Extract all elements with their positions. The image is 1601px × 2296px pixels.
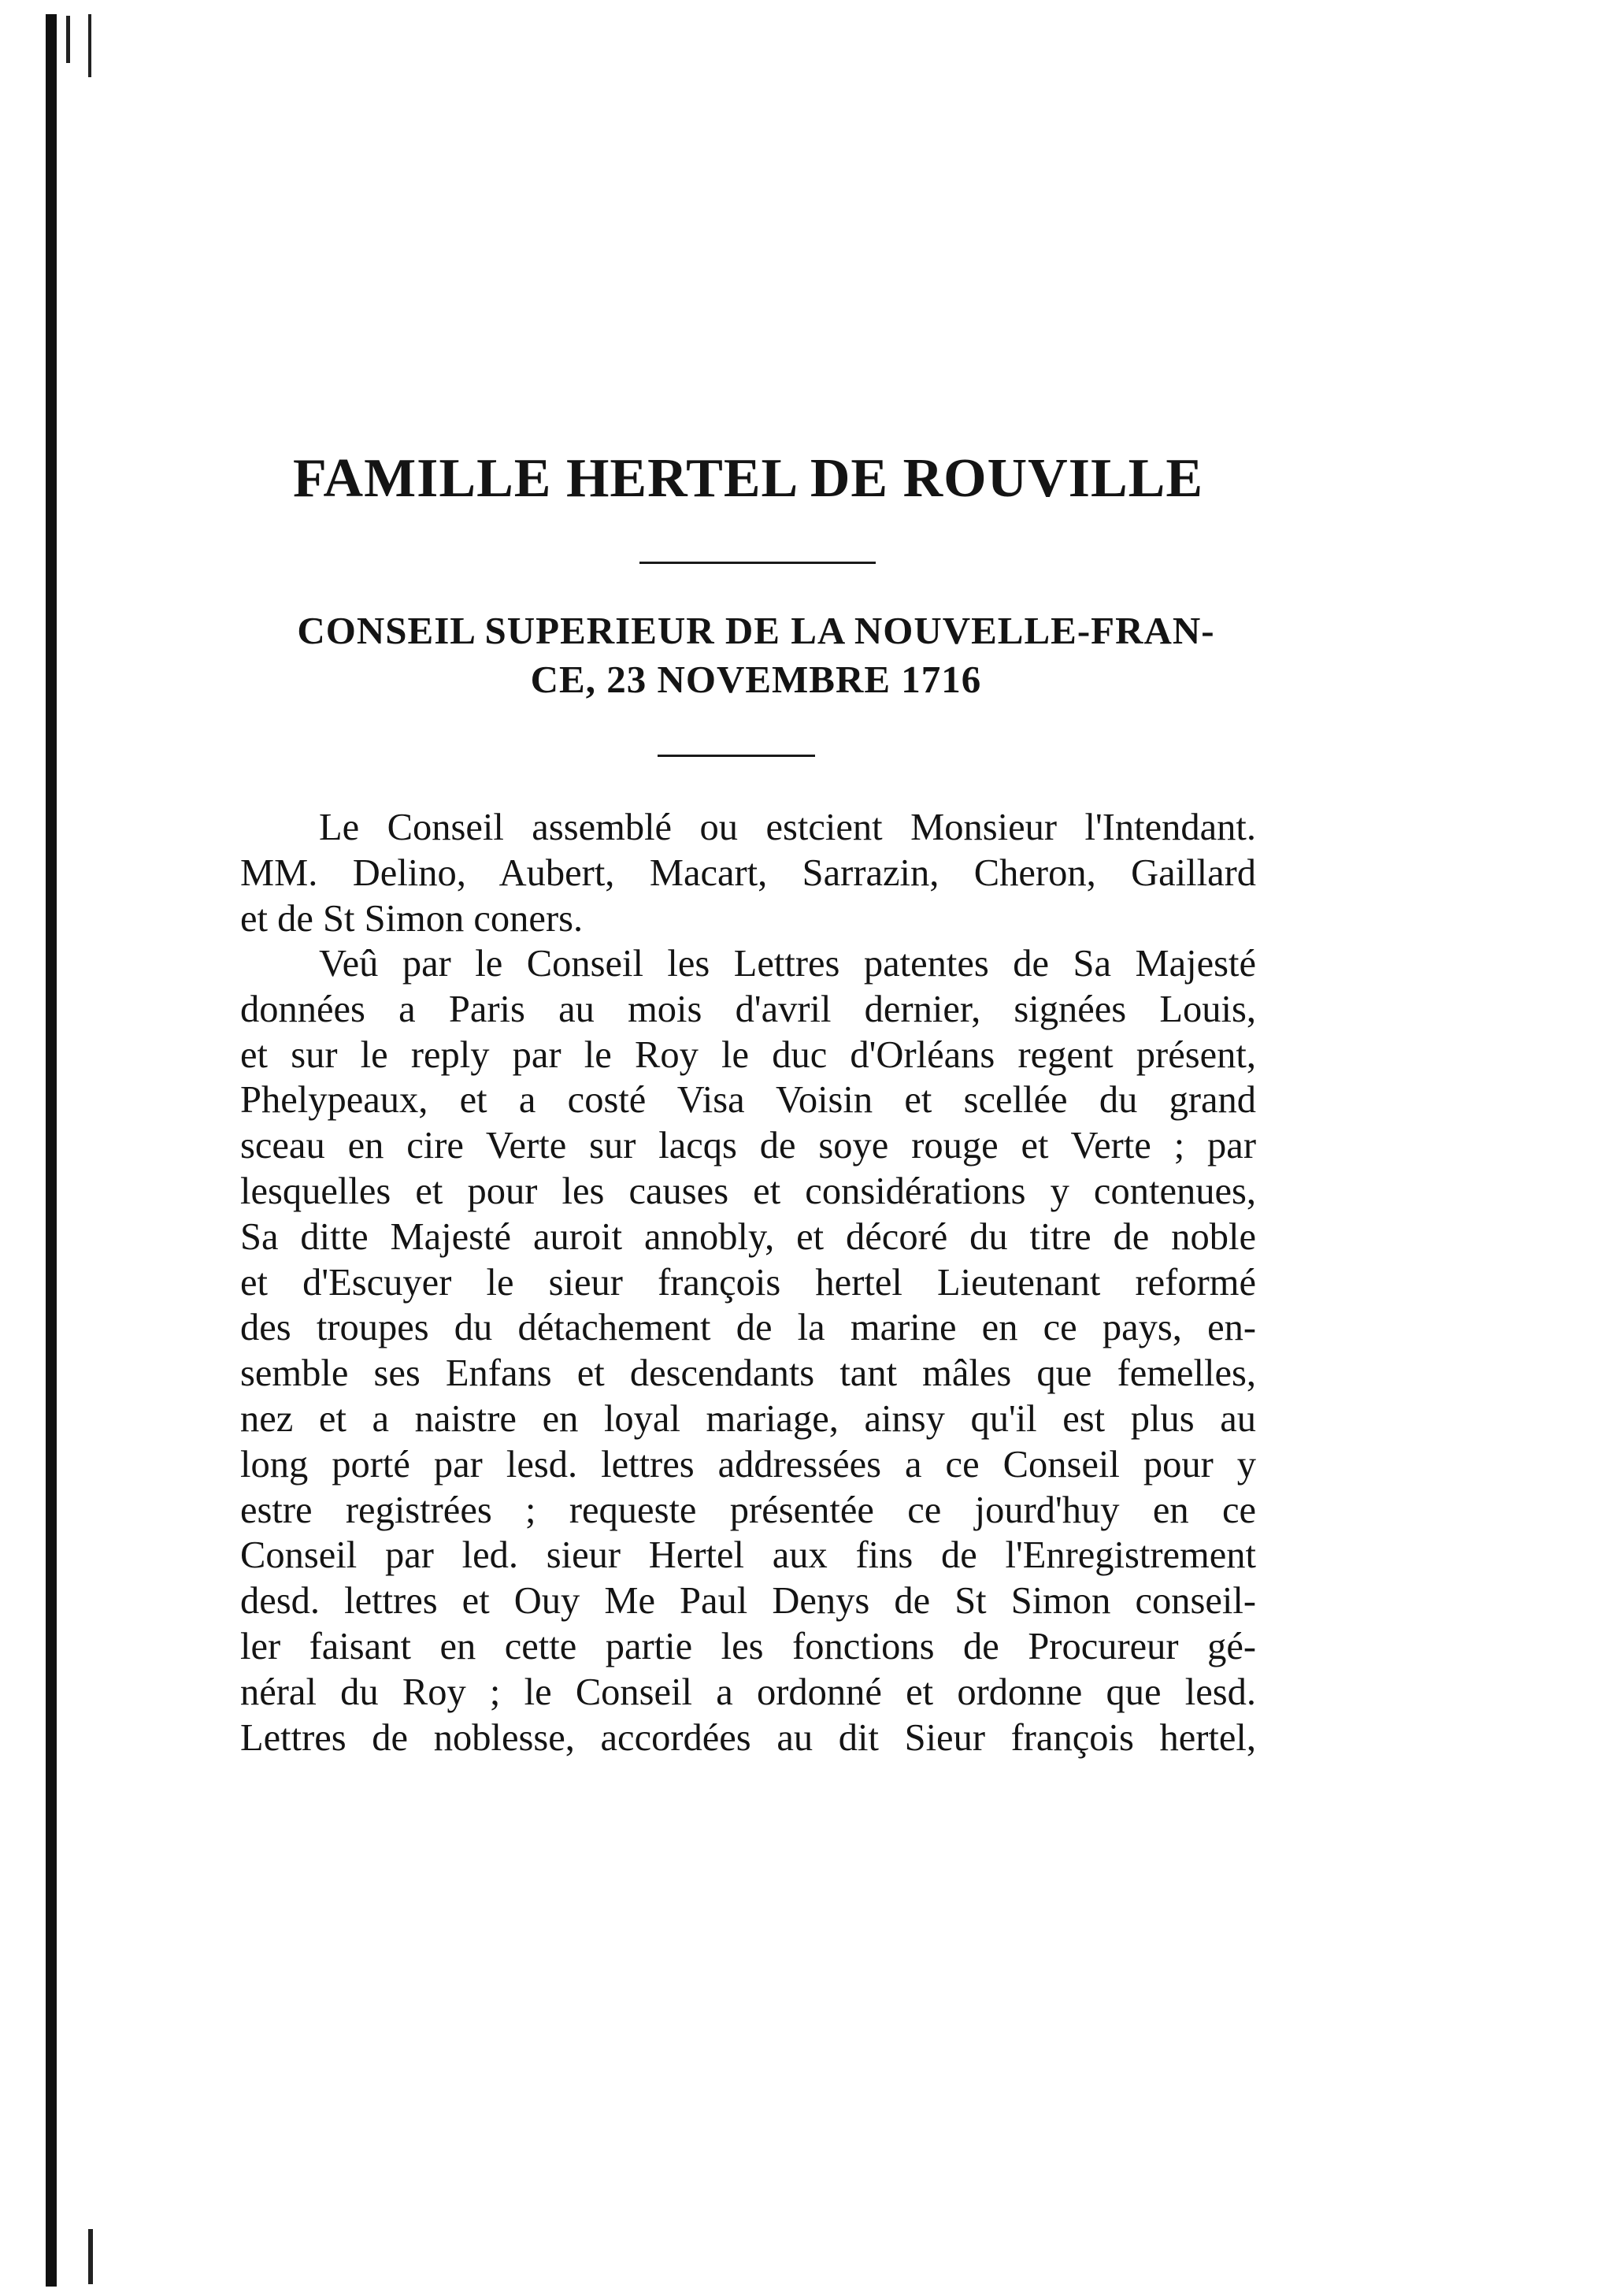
- heading-divider: [658, 755, 815, 757]
- text-line: long porté par lesd. lettres addressées a ce Conseil pour y: [240, 1443, 1256, 1486]
- text-line: données a Paris au mois d'avril dernier, signées Louis,: [240, 988, 1256, 1030]
- section-heading-line: CONSEIL SUPERIEUR DE LA NOUVELLE-FRAN-: [297, 609, 1215, 652]
- text-line: estre registrées ; requeste présentée ce jourd'huy en ce: [240, 1489, 1256, 1531]
- page-title: FAMILLE HERTEL DE ROUVILLE: [292, 448, 1204, 509]
- scan-speck: [88, 2229, 93, 2284]
- paragraph-decision: [240, 941, 1256, 1760]
- text-line: et de St Simon coners.: [240, 897, 584, 940]
- text-line: lesquelles et pour les causes et considérations y contenues,: [240, 1170, 1256, 1212]
- text-line: MM. Delino, Aubert, Macart, Sarrazin, Cheron, Gaillard: [240, 851, 1256, 894]
- text-line: nez et a naistre en loyal mariage, ainsy qu'il est plus au: [240, 1397, 1256, 1440]
- section-heading-line: CE, 23 NOVEMBRE 1716: [530, 658, 982, 701]
- text-line: Le Conseil assemblé ou estcient Monsieur l'Intendant.: [319, 807, 1256, 848]
- scan-speck: [66, 16, 70, 63]
- text-line: Phelypeaux, et a costé Visa Voisin et scellée du grand: [240, 1079, 1256, 1122]
- text-line: sceau en cire Verte sur lacqs de soye rouge et Verte ; par: [240, 1125, 1256, 1167]
- text-line: et d'Escuyer le sieur françois hertel Lieutenant reformé: [240, 1261, 1256, 1304]
- scan-binding-edge: [46, 14, 57, 2287]
- text-line: et sur le reply par le Roy le duc d'Orléans regent présent,: [240, 1033, 1256, 1076]
- title-divider: [639, 562, 876, 564]
- text-line: Conseil par led. sieur Hertel aux fins de l'Enregistrement: [240, 1534, 1256, 1577]
- text-line: néral du Roy ; le Conseil a ordonné et ordonne que lesd.: [240, 1671, 1256, 1713]
- text-line: Veû par le Conseil les Lettres patentes de Sa Majesté: [319, 943, 1256, 985]
- scan-speck: [88, 14, 91, 77]
- text-line: desd. lettres et Ouy Me Paul Denys de St Simon conseil-: [240, 1580, 1256, 1623]
- text-line: semble ses Enfans et descendants tant mâles que femelles,: [240, 1352, 1256, 1395]
- text-line: des troupes du détachement de la marine en ce pays, en-: [240, 1307, 1256, 1349]
- paragraph-attendance: [240, 805, 1256, 941]
- section-heading: [248, 606, 1264, 704]
- text-line: ler faisant en cette partie les fonctions de Procureur gé-: [240, 1625, 1256, 1667]
- text-line: Lettres de noblesse, accordées au dit Sieur françois hertel,: [240, 1716, 1256, 1759]
- text-line: Sa ditte Majesté auroit annobly, et décoré du titre de noble: [240, 1215, 1256, 1258]
